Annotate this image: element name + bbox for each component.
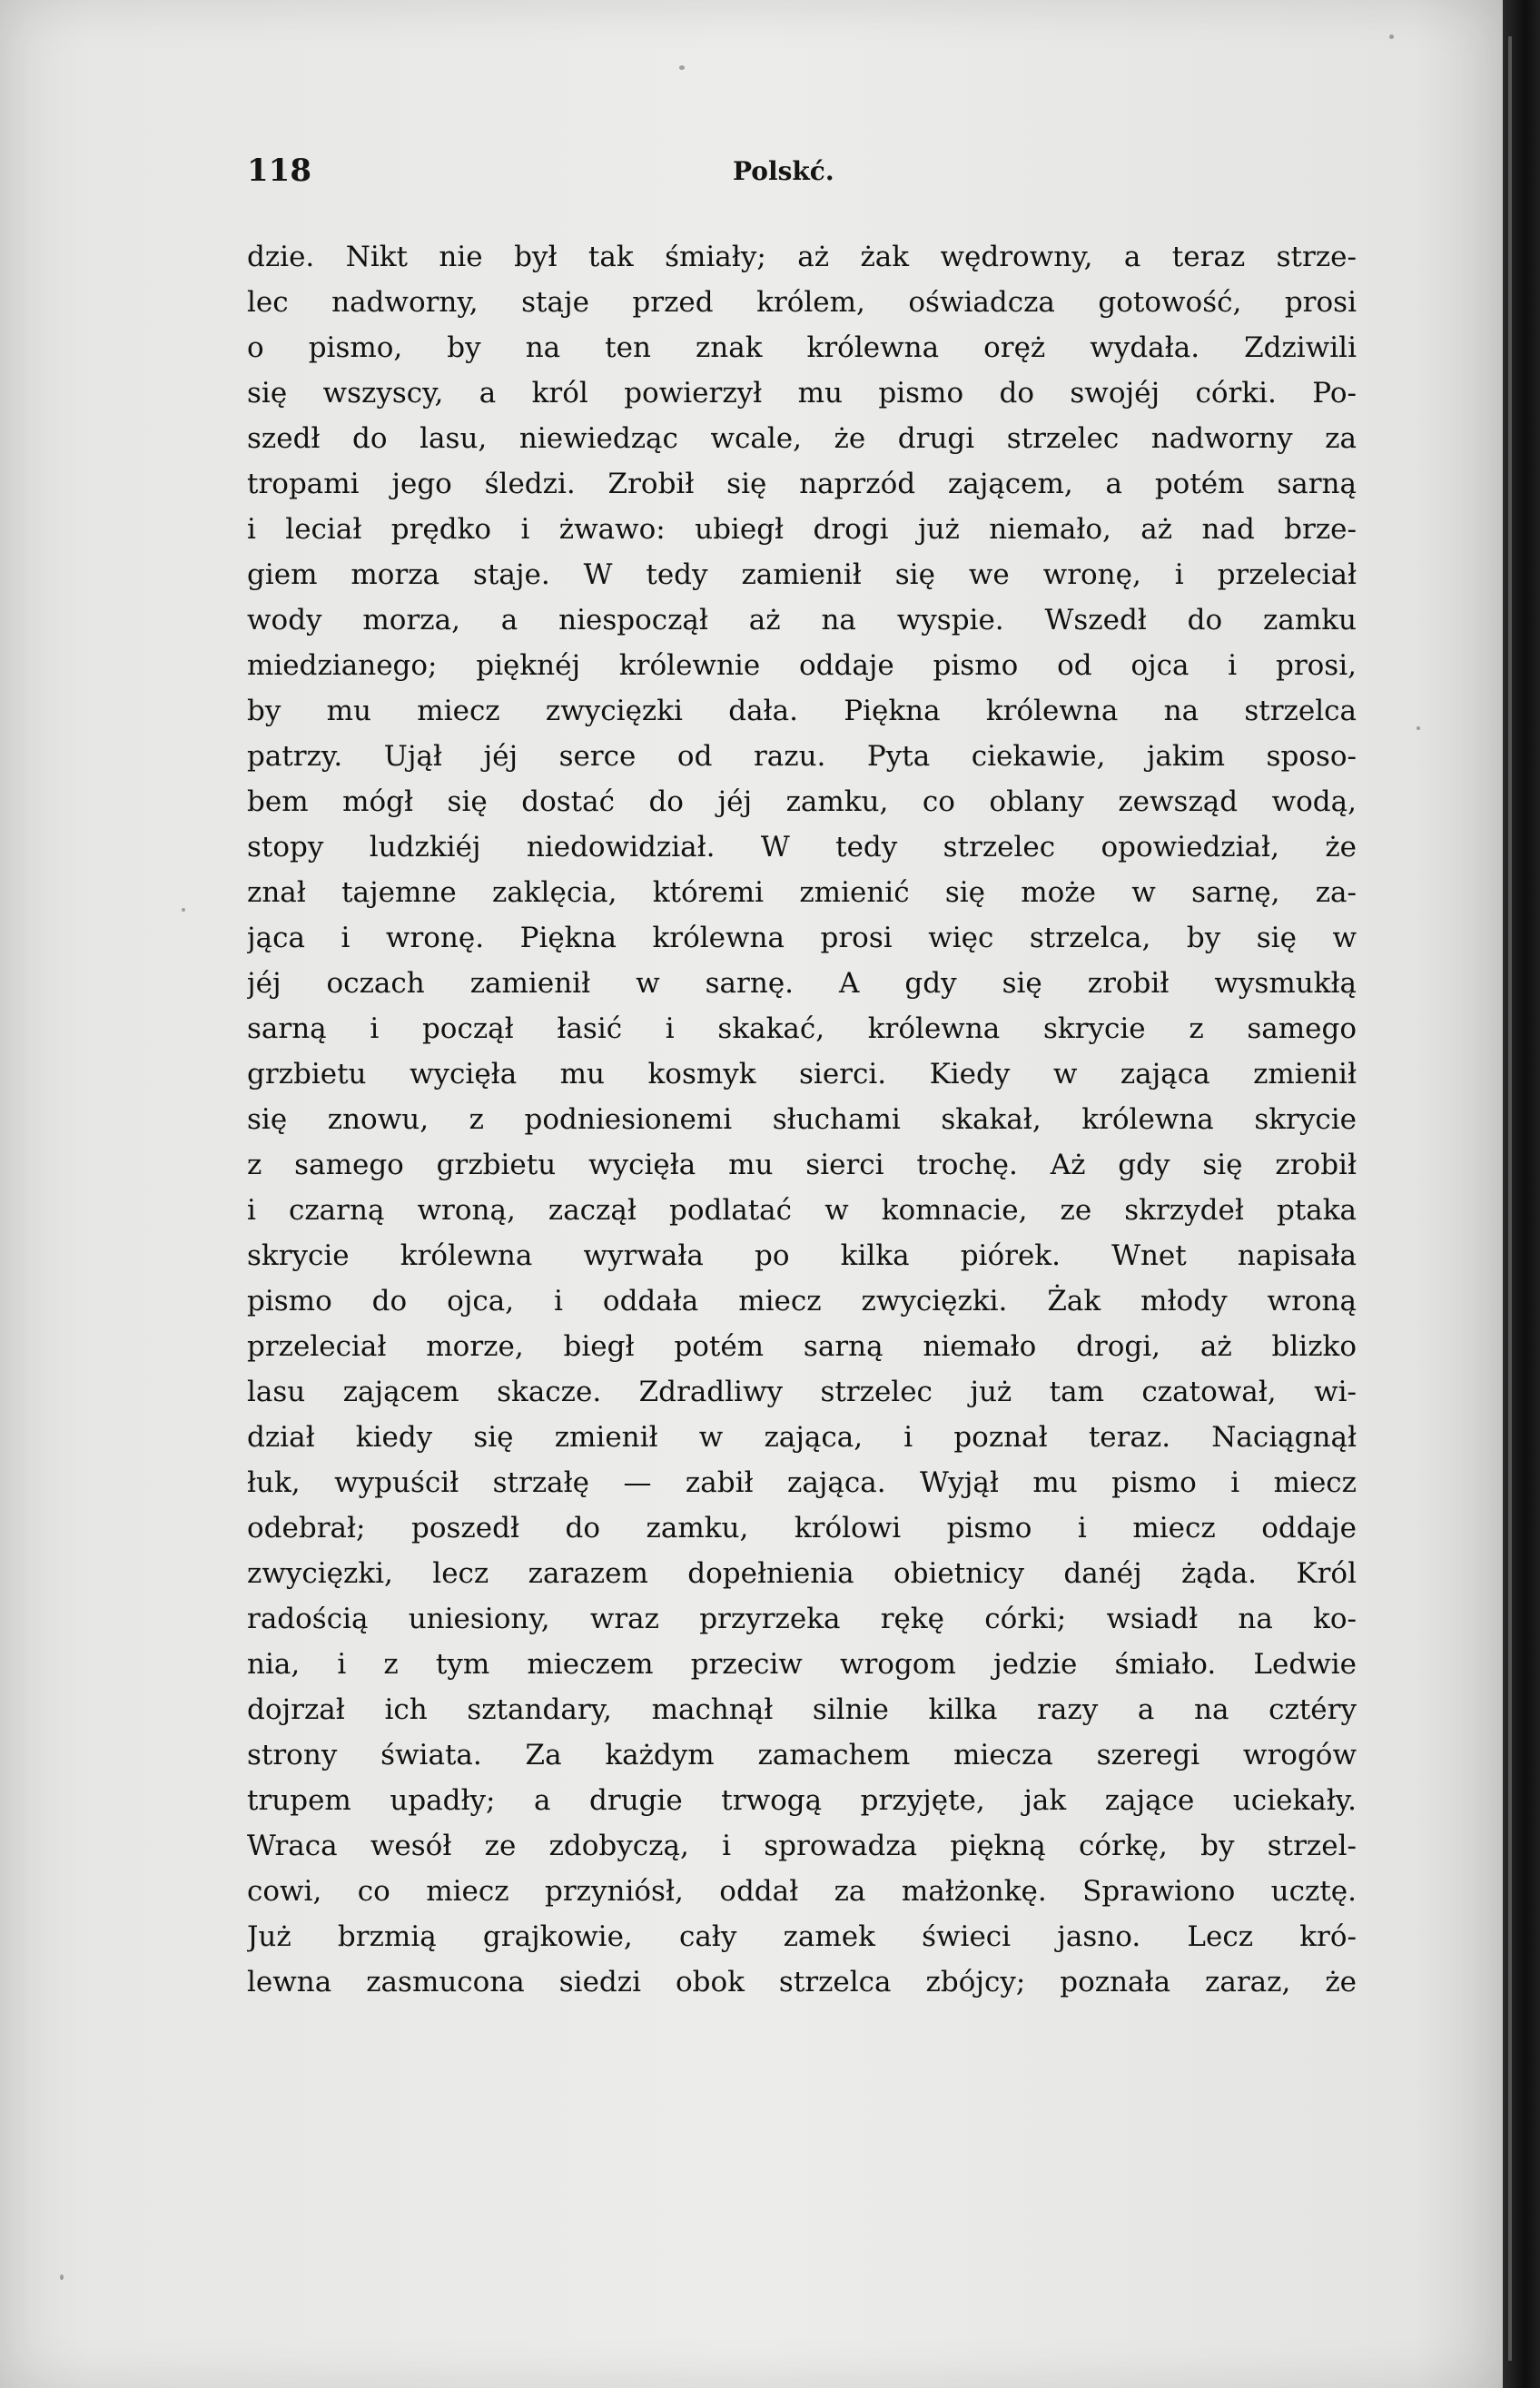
text-line: znał tajemne zaklęcia, któremi zmienić się może w sarnę, za-	[247, 876, 1357, 909]
text-line: się wszyscy, a król powierzył mu pismo do swojéj córki. Po-	[247, 377, 1357, 410]
text-line: dzie. Nikt nie był tak śmiały; aż żak wędrowny, a teraz strze-	[247, 241, 1357, 273]
paper-speck	[679, 65, 685, 70]
text-line: lec nadworny, staje przed królem, oświadcza gotowość, prosi	[247, 286, 1357, 319]
paper-speck	[182, 908, 185, 912]
body-text	[247, 234, 1357, 2005]
text-line: sarną i począł łasić i skakać, królewna skrycie z samego	[247, 1012, 1357, 1045]
text-line: cowi, co miecz przyniósł, oddał za małżonkę. Sprawiono ucztę.	[247, 1875, 1357, 1908]
text-line: radością uniesiony, wraz przyrzeka rękę córki; wsiadł na ko-	[247, 1603, 1357, 1635]
text-line: dojrzał ich sztandary, machnął silnie kilka razy a na cztéry	[247, 1693, 1357, 1726]
text-line: trupem upadły; a drugie trwogą przyjęte, jak zające uciekały.	[247, 1784, 1357, 1817]
text-line: i czarną wroną, zaczął podlatać w komnacie, ze skrzydeł ptaka	[247, 1194, 1357, 1227]
text-line: tropami jego śledzi. Zrobił się naprzód zającem, a potém sarną	[247, 468, 1357, 500]
text-line: zwycięzki, lecz zarazem dopełnienia obietnicy danéj żąda. Król	[247, 1557, 1357, 1590]
paper-speck	[1417, 726, 1420, 730]
text-line: patrzy. Ujął jéj serce od razu. Pyta ciekawie, jakim sposo-	[247, 740, 1357, 773]
text-line: nia, i z tym mieczem przeciw wrogom jedzie śmiało. Ledwie	[247, 1648, 1357, 1681]
text-line: odebrał; poszedł do zamku, królowi pismo i miecz oddaje	[247, 1512, 1357, 1544]
text-line: i leciał prędko i żwawo: ubiegł drogi już niemało, aż nad brze-	[247, 513, 1357, 546]
text-line: Wraca wesół ze zdobyczą, i sprowadza piękną córkę, by strzel-	[247, 1830, 1357, 1862]
text-line: miedzianego; pięknéj królewnie oddaje pismo od ojca i prosi,	[247, 649, 1357, 682]
page-number: 118	[247, 153, 311, 189]
text-line: stopy ludzkiéj niedowidział. W tedy strzelec opowiedział, że	[247, 831, 1357, 863]
page-header	[247, 153, 1355, 198]
text-line: lasu zającem skacze. Zdradliwy strzelec już tam czatował, wi-	[247, 1376, 1357, 1408]
page-edge	[1508, 36, 1512, 2361]
text-line: się znowu, z podniesionemi słuchami skakał, królewna skrycie	[247, 1103, 1357, 1136]
paper-speck	[60, 2275, 64, 2280]
text-line: o pismo, by na ten znak królewna oręż wydała. Zdziwili	[247, 331, 1357, 364]
text-line: lewna zasmucona siedzi obok strzelca zbójcy; poznała zaraz, że	[247, 1966, 1357, 1998]
text-line: Już brzmią grajkowie, cały zamek świeci jasno. Lecz kró-	[247, 1920, 1357, 1953]
text-line: szedł do lasu, niewiedząc wcale, że drugi strzelec nadworny za	[247, 422, 1357, 455]
paper-speck	[1389, 35, 1394, 39]
text-line: przeleciał morze, biegł potém sarną niemało drogi, aż blizko	[247, 1330, 1357, 1363]
text-line: skrycie królewna wyrwała po kilka piórek. Wnet napisała	[247, 1239, 1357, 1272]
text-line: grzbietu wycięła mu kosmyk sierci. Kiedy w zająca zmienił	[247, 1058, 1357, 1090]
text-line: z samego grzbietu wycięła mu sierci trochę. Aż gdy się zrobił	[247, 1149, 1357, 1181]
text-line: strony świata. Za każdym zamachem miecza szeregi wrogów	[247, 1739, 1357, 1771]
scan-border	[1503, 0, 1540, 2388]
text-line: pismo do ojca, i oddała miecz zwycięzki. Żak młody wroną	[247, 1285, 1357, 1317]
text-line: by mu miecz zwycięzki dała. Piękna królewna na strzelca	[247, 695, 1357, 727]
text-line: wody morza, a niespoczął aż na wyspie. Wszedł do zamku	[247, 604, 1357, 636]
text-line: jąca i wronę. Piękna królewna prosi więc strzelca, by się w	[247, 922, 1357, 954]
text-line: bem mógł się dostać do jéj zamku, co oblany zewsząd wodą,	[247, 785, 1357, 818]
text-line: giem morza staje. W tedy zamienił się we wronę, i przeleciał	[247, 558, 1357, 591]
text-line: dział kiedy się zmienił w zająca, i poznał teraz. Naciągnął	[247, 1421, 1357, 1454]
text-line: jéj oczach zamienił w sarnę. A gdy się zrobił wysmukłą	[247, 967, 1357, 1000]
text-line: łuk, wypuścił strzałę — zabił zająca. Wyjął mu pismo i miecz	[247, 1466, 1357, 1499]
running-title: Polskć.	[733, 156, 834, 186]
